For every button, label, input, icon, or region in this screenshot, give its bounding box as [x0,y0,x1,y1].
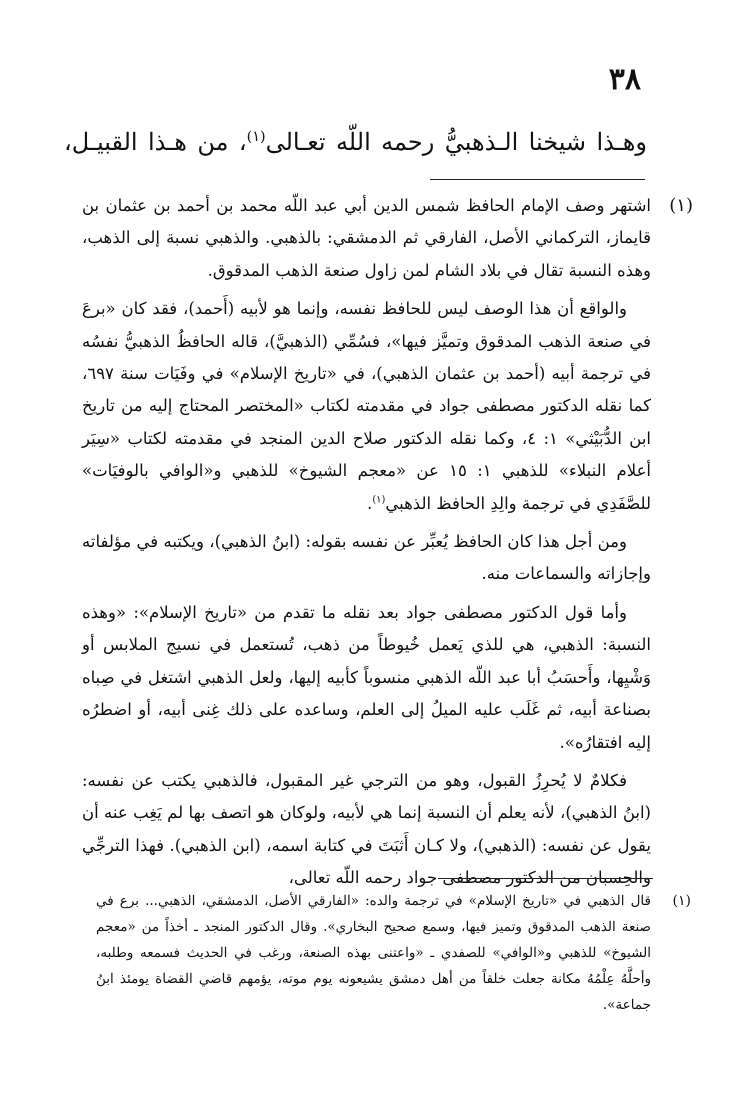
footnote-separator [430,179,645,180]
main-line-text: وهـذا شيخنا الـذهبيُّ رحمه اللّه تعـالى [265,128,647,156]
page-number: ٣٨ [608,62,641,97]
footnote-block [82,190,693,901]
sub-footnote-marker: (١) [672,893,691,909]
footnote-reference: (١) [246,129,266,145]
footnote-paragraph: وأما قول الدكتور مصطفى جواد بعد نقله ما تقدم من «تاريخ الإسلام»: «وهذه النسبة: الذهبي، هي للذي يَعمل خُيوطاً من ذهب، تُستعمل في نسيج الملابس أو وَشْيِها، وأَحسَبُ أبا عبد اللّه الذهبي منسوباً كأبيه إليها، ولعل الذهبي اشتغل في صِباه بصناعة أبيه، ثم غَلَب عليه الميلُ إلى العلم، وساعده على ذلك غِنى أبيه، أو اضطرُه إليه افتقارُه». [82,602,651,752]
footnote-paragraph: ومن أجل هذا كان الحافظ يُعبِّر عن نفسه بقوله: (ابنُ الذهبي)، ويكتبه في مؤلفاته وإجازاته والسماعات منه. [82,532,651,584]
main-line-tail: ، من هـذا القبيـل، [64,128,247,156]
sub-footnote-separator [438,878,653,879]
paragraph-end-punctuation: . [367,493,373,513]
sub-footnote-block [96,888,691,1018]
footnote-paragraph-text: والواقع أن هذا الوصف ليس للحافظ نفسه، وإنما هو لأبيه (أَحمد)، فقد كان «برعَ في صنعة الذهب المدقوق وتميَّز فيها»، فسُمِّي (الذهبيَّ)، قاله الحافظُ الذهبيُّ نفسُه في ترجمة أبيه (أحمد بن عثمان الذهبي)، في «تاريخ الإسلام» في وفَيَات سنة ٦٩٧، كما نقله الدكتور مصطفى جواد في مقدمته لكتاب «المختصر المحتاج إليه من تاريخ ابن الدُّبَيْثي» ١: ٤، وكما نقله الدكتور صلاح الدين المنجد في مقدمته لكتاب «سِيَر أعلام النبلاء» للذهبي ١: ١٥ عن «معجم الشيوخ» للذهبي و«الوافي بالوفيَات» للصَّفَدِي في ترجمة والِدِ الحافظ الذهبي [82,299,651,513]
footnote-paragraph [82,293,651,520]
footnote-paragraph: اشتهر وصف الإمام الحافظ شمس الدين أبي عبد اللّه محمد بن أحمد بن عثمان بن قايماز، التركماني الأصل، الفارقي ثم الدمشقي: بالذهبي. والذهبي نسبة إلى الذهب، وهذه النسبة تقال في بلاد الشام لمن زاول صنعة الذهب المدقوق. [82,196,651,280]
main-text-line [64,122,647,162]
footnote-paragraph: فكلامٌ لا يُحرِزُ القبول، وهو من الترجي غير المقبول، فالذهبي يكتب عن نفسه: (ابنُ الذهبي)، لأنه يعلم أن النسبة إنما هي لأبيه، ولوكان هو اتصف بها لم يَغِب عنه أن يقول عن نفسه: (الذهبي)، ولا كـان أَثبَتَ في كتابة اسمه، (ابن الذهبي). فهذا الترجِّي والحِسبان من الدكتور مصطفى جواد رحمه اللّه تعالى، [82,770,651,888]
footnote-marker: (١) [669,195,693,216]
nested-footnote-reference: (١) [372,494,386,506]
sub-footnote-text: قال الذهبي في «تاريخ الإسلام» في ترجمة والده: «الفارقي الأصل، الدمشقي، الذهبي... برع في صنعة الذهب المدقوق وتميز فيها، وسمع صحيح البخاري». وقال الدكتور المنجد ـ أخذاً من «معجم الشيوخ» للذهبي و«الوافي» للصفدي ـ «واعتنى بهذه الصنعة، ورغب في الحديث فسمعه وطلبه، وأحلَّهُ عِلْمُهُ مكانة جعلت خلقاً من أهل دمشق يشيعونه يوم موته، يؤمهم قاضي القضاة يومئذ ابنُ جماعة». [96,893,651,1013]
